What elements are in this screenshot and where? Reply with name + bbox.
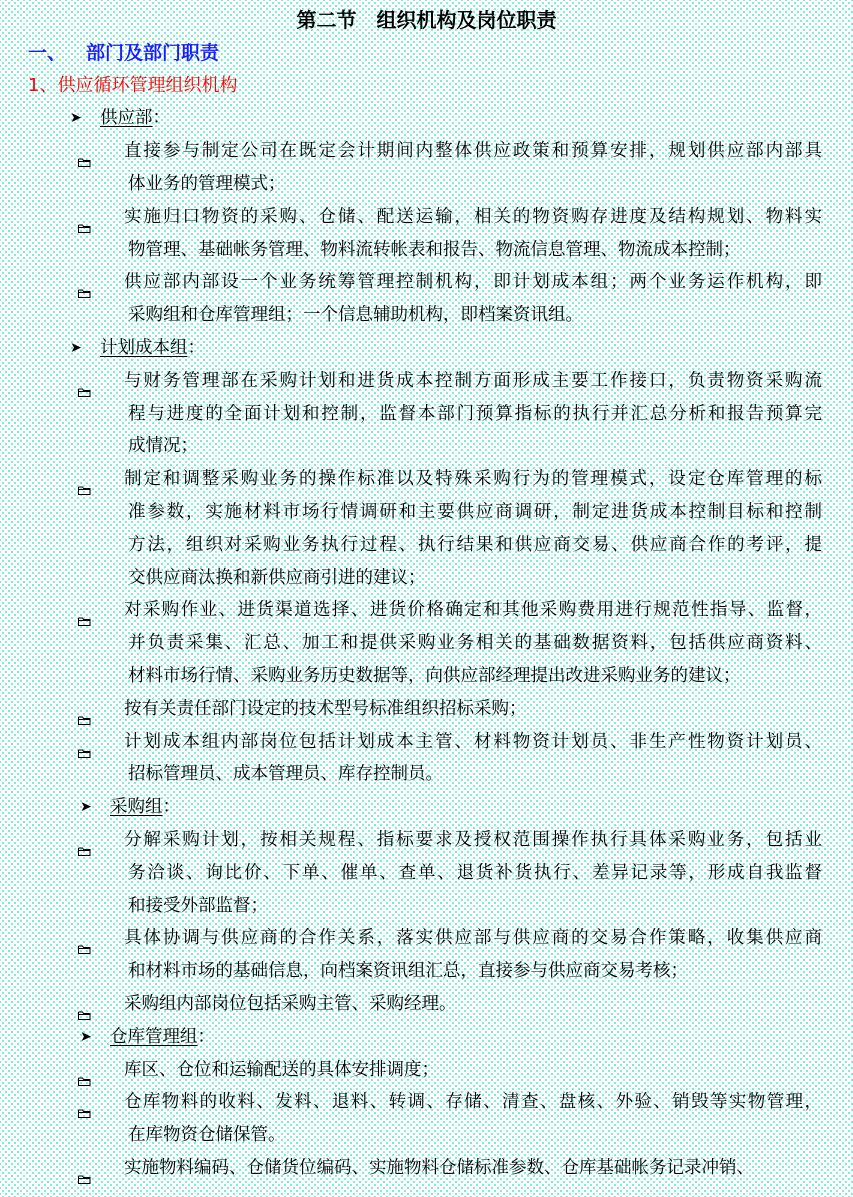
subsection-heading	[0, 332, 853, 365]
list-item-text: 和接受外部监督；	[128, 895, 268, 916]
list-item	[0, 365, 853, 398]
list-item-text: 体业务的管理模式；	[128, 173, 286, 194]
list-item-text: 并负责采集、汇总、加工和提供采购业务相关的基础数据资料，包括供应商资料、	[128, 633, 822, 654]
folder-bullet-icon	[78, 835, 91, 844]
list-item-text: 交供应商汰换和新供应商引进的建议；	[128, 567, 426, 588]
folder-bullet-icon	[78, 1065, 91, 1074]
list-item-continuation	[0, 955, 853, 988]
folder-bullet-icon	[78, 277, 91, 286]
list-item-continuation	[0, 496, 853, 529]
list-item-text: 物管理、基础帐务管理、物料流转帐表和报告、物流信息管理、物流成本控制；	[128, 239, 741, 260]
list-item-text: 采购组内部岗位包括采购主管、采购经理。	[124, 993, 457, 1014]
arrow-bullet-icon: ➤	[80, 799, 92, 816]
list-item-text: 在库物资仓储保管。	[128, 1125, 286, 1146]
list-item-text: 供应部内部设一个业务统筹管理控制机构，即计划成本组；两个业务运作机构，即	[124, 272, 822, 293]
heading-level-1	[0, 37, 853, 70]
subsection-label-text: 仓库管理组	[110, 1026, 198, 1047]
folder-bullet-icon	[78, 1097, 91, 1106]
list-item-text: 实施物料编码、仓储货位编码、实施物料仓储标准参数、仓库基础帐务记录冲销、	[124, 1157, 754, 1178]
list-item	[0, 988, 853, 1021]
list-item	[0, 1086, 853, 1119]
list-item-text: 材料市场行情、采购业务历史数据等，向供应部经理提出改进采购业务的建议；	[128, 665, 741, 686]
subsection-label	[100, 332, 205, 365]
list-item	[0, 726, 853, 759]
folder-bullet-icon	[78, 704, 91, 713]
subsection-label	[100, 102, 170, 135]
list-item	[0, 1152, 853, 1185]
subsection-heading	[0, 1021, 853, 1054]
subsection-label-suffix: ：	[187, 337, 205, 358]
list-item-text: 计划成本组内部岗位包括计划成本主管、材料物资计划员、非生产性物资计划员、	[124, 731, 822, 752]
folder-bullet-icon	[78, 212, 91, 221]
list-item-text: 实施归口物资的采购、仓储、配送运输，相关的物资购存进度及结构规划、物料实	[124, 206, 822, 227]
list-item-text: 成情况；	[128, 436, 198, 457]
list-item-continuation	[0, 430, 853, 463]
list-item-text: 方法，组织对采购业务执行过程、执行结果和供应商交易、供应商合作的考评，提	[128, 534, 822, 555]
list-item-text: 程与进度的全面计划和控制，监督本部门预算指标的执行并汇总分析和报告预算完	[128, 403, 822, 424]
list-item-continuation	[0, 168, 853, 201]
subsection-label	[110, 1021, 215, 1054]
subsection-label-suffix: ：	[197, 1026, 215, 1047]
heading-number: 一、	[28, 41, 67, 64]
list-item-continuation	[0, 529, 853, 562]
subsection-label-text: 采购组	[110, 797, 163, 818]
arrow-bullet-icon: ➤	[70, 110, 82, 127]
list-item-text: 采购组和仓库管理组；一个信息辅助机构，即档案资讯组。	[128, 305, 583, 326]
list-item-text: 对采购作业、进货渠道选择、进货价格确定和其他采购费用进行规范性指导、监督，	[124, 600, 822, 621]
folder-bullet-icon	[78, 999, 91, 1008]
list-item-continuation	[0, 857, 853, 890]
folder-bullet-icon	[78, 605, 91, 614]
list-item-continuation	[0, 660, 853, 693]
list-item-continuation	[0, 234, 853, 267]
folder-bullet-icon	[78, 376, 91, 385]
list-item-text: 招标管理员、成本管理员、库存控制员。	[128, 764, 443, 785]
heading-level-2: 1、供应循环管理组织机构	[28, 74, 238, 96]
section-title	[0, 4, 853, 37]
list-item	[0, 266, 853, 299]
list-item-text: 库区、仓位和运输配送的具体安排调度；	[124, 1059, 439, 1080]
subsection-label-text: 供应部	[100, 108, 153, 129]
list-item-text: 务洽谈、询比价、下单、催单、查单、退货补货执行、差异记录等，形成自我监督	[128, 862, 822, 883]
list-item-text: 分解采购计划，按相关规程、指标要求及授权范围操作执行具体采购业务，包括业	[124, 829, 822, 850]
list-item-text: 和材料市场的基础信息，向档案资讯组汇总，直接参与供应商交易考核；	[128, 961, 688, 982]
subsection-label-suffix: ：	[152, 108, 170, 129]
folder-bullet-icon	[78, 474, 91, 483]
list-item	[0, 1054, 853, 1087]
list-item-continuation	[0, 627, 853, 660]
list-item	[0, 824, 853, 857]
list-item-continuation	[0, 562, 853, 595]
list-item-continuation	[0, 890, 853, 923]
list-item-continuation	[0, 398, 853, 431]
list-item	[0, 135, 853, 168]
sections-container	[0, 102, 853, 1184]
arrow-bullet-icon: ➤	[70, 339, 82, 356]
list-item-text: 直接参与制定公司在既定会计期间内整体供应政策和预算安排，规划供应部内部具	[124, 141, 822, 162]
section-title-text: 第二节 组织机构及岗位职责	[296, 8, 557, 32]
folder-bullet-icon	[78, 737, 91, 746]
list-item-text: 仓库物料的收料、发料、退料、转调、存储、清查、盘核、外验、销毁等实物管理，	[124, 1092, 822, 1113]
subsection-label-text: 计划成本组	[100, 337, 188, 358]
list-item-text: 准参数，实施材料市场行情调研和主要供应商调研，制定进货成本控制目标和控制	[128, 501, 822, 522]
list-item-text: 与财务管理部在采购计划和进货成本控制方面形成主要工作接口，负责物资采购流	[124, 370, 822, 391]
folder-bullet-icon	[78, 933, 91, 942]
list-item-text: 具体协调与供应商的合作关系，落实供应部与供应商的交易合作策略，收集供应商	[124, 928, 822, 949]
heading-text: 部门及部门职责	[86, 41, 220, 64]
subsection-label-suffix: ：	[162, 797, 180, 818]
list-item	[0, 693, 853, 726]
list-item-text: 按有关责任部门设定的技术型号标准组织招标采购；	[124, 698, 527, 719]
folder-bullet-icon	[78, 146, 91, 155]
subsection-label	[110, 791, 180, 824]
list-item-continuation	[0, 299, 853, 332]
list-item-continuation	[0, 1119, 853, 1152]
list-item-text: 制定和调整采购业务的操作标准以及特殊采购行为的管理模式，设定仓库管理的标	[124, 469, 822, 490]
list-item	[0, 201, 853, 234]
subsection-heading	[0, 102, 853, 135]
list-item	[0, 463, 853, 496]
folder-bullet-icon	[78, 1163, 91, 1172]
subsection-heading	[0, 791, 853, 824]
list-item	[0, 594, 853, 627]
list-item-continuation	[0, 758, 853, 791]
arrow-bullet-icon: ➤	[80, 1028, 92, 1045]
list-item	[0, 922, 853, 955]
document-page	[0, 4, 853, 1185]
